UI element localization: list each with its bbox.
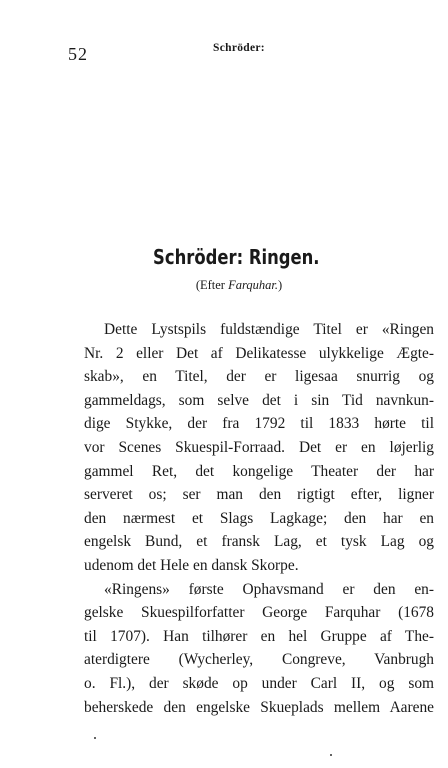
running-head: Schröder: — [213, 42, 265, 54]
paragraph-1-line: Dette Lystspils fuldstændige Titel er «Ringen — [104, 321, 434, 338]
paragraph-1-line: den nærmest et Slags Lagkage; den har en — [84, 509, 434, 527]
subtitle-author: Farquhar. — [228, 278, 278, 292]
page-number: 52 — [68, 44, 88, 64]
paragraph-2-line: aterdigtere (Wycherley, Congreve, Vanbrugh — [84, 651, 434, 669]
paragraph-2-line: o. Fl.), der skøde op under Carl II, og som — [84, 674, 434, 692]
paragraph-2-line: beherskede den engelske Skueplads mellem Aarene — [84, 698, 434, 716]
paragraph-1-line: dige Stykke, der fra 1792 til 1833 hørte til — [84, 415, 434, 433]
paragraph-1-line: Nr. 2 eller Det af Delikatesse ulykkelige Ægte- — [84, 344, 434, 362]
paragraph-1-line: gammel Ret, det kongelige Theater der har — [84, 462, 434, 480]
paragraph-1-line: serveret os; ser man den rigtigt efter, ligner — [84, 486, 434, 504]
paragraph-1-line: engelsk Bund, et fransk Lag, et tysk Lag og — [84, 533, 434, 551]
paragraph-1-line: gammeldags, som selve det i sin Tid navnkun- — [84, 391, 434, 409]
article-subtitle — [0, 278, 448, 293]
subtitle-suffix: ) — [278, 278, 283, 292]
body-text — [84, 318, 434, 719]
paragraph-2-line: «Ringens» første Ophavsmand er den en- — [104, 580, 434, 598]
article-title: Schröder: Ringen. — [153, 245, 320, 269]
paragraph-1-line: udenom det Hele en dansk Skorpe. — [84, 556, 299, 574]
paragraph-2-line: gelske Skuespilforfatter George Farquhar (1678 — [84, 604, 434, 622]
paragraph-1-line: skab», en Titel, der er ligesaa snurrig og — [84, 368, 434, 386]
paragraph-1-line: vor Scenes Skuespil-Forraad. Det er en løjerlig — [84, 438, 434, 456]
speck-mark — [94, 737, 96, 739]
speck-mark — [330, 754, 332, 756]
subtitle-prefix: (Efter — [195, 278, 229, 292]
paragraph-2-line: til 1707). Han tilhører en hel Gruppe af The- — [84, 627, 434, 645]
